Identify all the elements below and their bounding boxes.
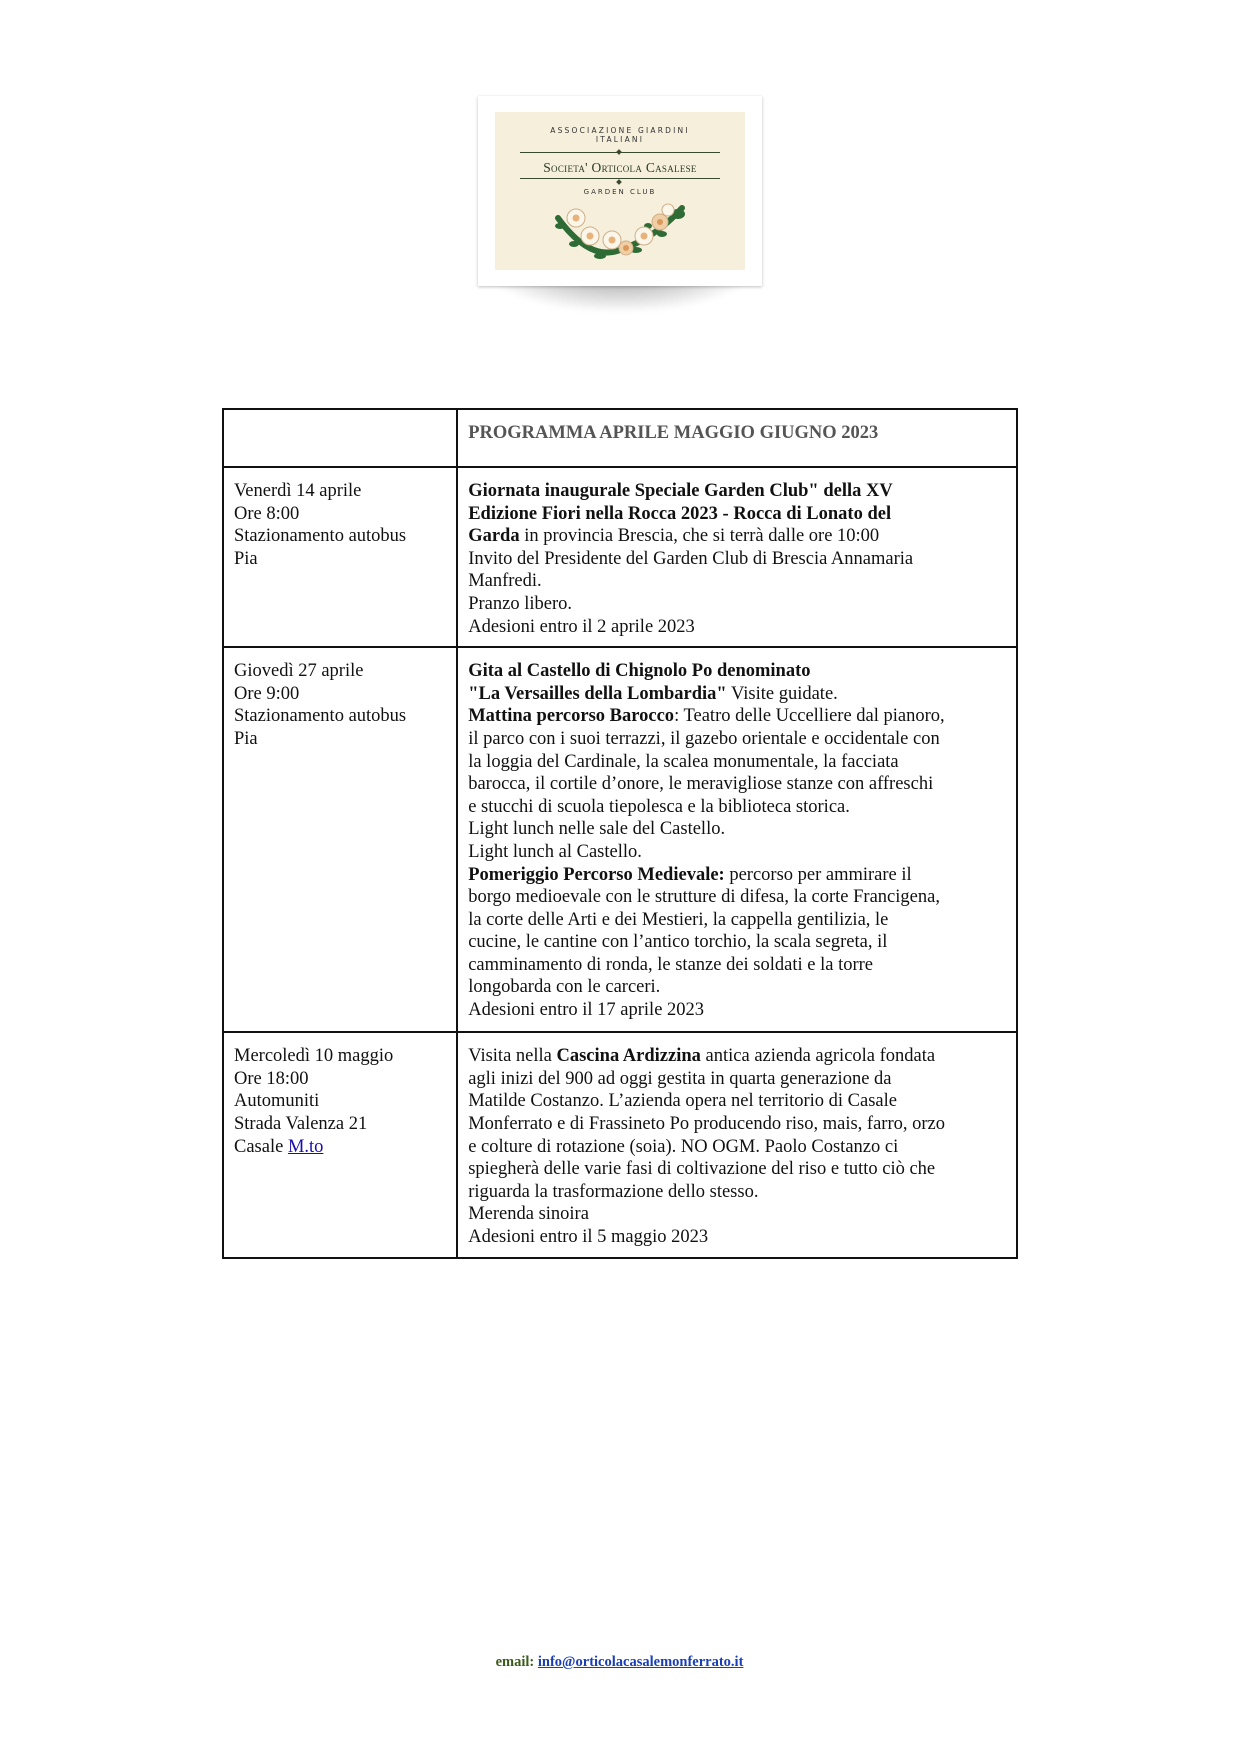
event-title: Edizione Fiori nella Rocca 2023 - Rocca di Lonato del bbox=[468, 503, 892, 524]
event-section-title: Mattina percorso Barocco bbox=[468, 706, 675, 727]
event-section-title: Pomeriggio Percorso Medievale: bbox=[468, 864, 725, 885]
event-text: Manfredi. bbox=[468, 571, 542, 592]
event-text: la corte delle Arti e dei Mestieri, la cappella gentilizia, le bbox=[468, 909, 889, 930]
footer-contact bbox=[0, 1654, 1239, 1671]
event-deadline: Adesioni entro il 17 aprile 2023 bbox=[468, 1000, 705, 1021]
event-details-cell bbox=[457, 647, 1017, 1032]
header-left-cell bbox=[223, 409, 457, 467]
event-text: Visite guidate. bbox=[726, 683, 838, 704]
event-text: Light lunch nelle sale del Castello. bbox=[468, 819, 726, 840]
event-text: e colture di rotazione (soia). NO OGM. Paolo Costanzo ci bbox=[468, 1136, 899, 1157]
event-text: Invito del Presidente del Garden Club di Brescia Annamaria bbox=[468, 548, 914, 569]
event-text: percorso per ammirare il bbox=[724, 864, 912, 885]
logo-line-2: ITALIANI bbox=[595, 135, 645, 144]
event-text: longobarda con le carceri. bbox=[468, 977, 661, 998]
flower-garland-icon bbox=[550, 200, 690, 262]
event-subtitle: "La Versailles della Lombardia" bbox=[468, 683, 727, 704]
event-deadline: Adesioni entro il 2 aprile 2023 bbox=[468, 616, 695, 637]
event-date: Giovedì 27 aprile bbox=[234, 661, 364, 682]
logo-card bbox=[495, 112, 745, 270]
event-meeting-place: Pia bbox=[234, 548, 258, 569]
event-text: Matilde Costanzo. L’azienda opera nel territorio di Casale bbox=[468, 1091, 897, 1112]
event-title: Garda bbox=[468, 526, 520, 547]
city-link[interactable]: M.to bbox=[287, 1136, 324, 1157]
event-text: in provincia Brescia, che si terrà dalle ore 10:00 bbox=[519, 526, 880, 547]
event-title: Gita al Castello di Chignolo Po denominato bbox=[468, 661, 811, 682]
event-text: Pranzo libero. bbox=[468, 593, 572, 614]
header-title-cell bbox=[457, 409, 1017, 467]
event-date: Venerdì 14 aprile bbox=[234, 481, 362, 501]
event-text: la loggia del Cardinale, la scalea monumentale, la facciata bbox=[468, 751, 899, 772]
event-details-cell bbox=[457, 467, 1017, 647]
event-title: Giornata inaugurale Speciale Garden Club" della XV bbox=[468, 481, 893, 501]
event-text: Light lunch al Castello. bbox=[468, 841, 642, 862]
table-row bbox=[223, 467, 1017, 647]
event-city: Casale bbox=[234, 1136, 288, 1157]
event-details-cell bbox=[457, 1032, 1017, 1257]
event-date: Mercoledì 10 maggio bbox=[234, 1046, 394, 1067]
event-transport: Automuniti bbox=[234, 1091, 320, 1112]
logo-garden-club: GARDEN CLUB bbox=[583, 188, 657, 196]
event-time: Ore 8:00 bbox=[234, 503, 300, 524]
event-time: Ore 18:00 bbox=[234, 1068, 309, 1089]
event-meeting-point: Stazionamento autobus bbox=[234, 526, 407, 547]
event-time: Ore 9:00 bbox=[234, 683, 300, 704]
table-row bbox=[223, 1032, 1017, 1257]
event-text: camminamento di ronda, le stanze dei soldati e la torre bbox=[468, 954, 873, 975]
event-when-cell bbox=[223, 1032, 457, 1257]
table-row bbox=[223, 647, 1017, 1032]
logo-association-text bbox=[495, 126, 745, 144]
table-header-row bbox=[223, 409, 1017, 467]
logo-frame bbox=[478, 96, 762, 286]
email-link[interactable]: info@orticolacasalemonferrato.it bbox=[537, 1654, 744, 1670]
event-meeting-point: Stazionamento autobus bbox=[234, 706, 407, 727]
event-text: borgo medioevale con le strutture di difesa, la corte Francigena, bbox=[468, 887, 940, 908]
event-text: agli inizi del 900 ad oggi gestita in quarta generazione da bbox=[468, 1068, 892, 1089]
event-text: Merenda sinoira bbox=[468, 1204, 589, 1225]
event-text: riguarda la trasformazione dello stesso. bbox=[468, 1181, 759, 1202]
logo bbox=[472, 92, 768, 322]
event-text: e stucchi di scuola tiepolesca e la biblioteca storica. bbox=[468, 796, 850, 817]
event-address: Strada Valenza 21 bbox=[234, 1113, 368, 1134]
logo-line-1: ASSOCIAZIONE GIARDINI bbox=[550, 126, 690, 135]
event-meeting-place: Pia bbox=[234, 728, 258, 749]
logo-diamond-bottom bbox=[616, 179, 622, 185]
event-when-cell bbox=[223, 647, 457, 1032]
event-text: : Teatro delle Uccelliere dal pianoro, bbox=[674, 706, 945, 727]
event-text: spiegherà delle varie fasi di coltivazione del riso e tutto ciò che bbox=[468, 1159, 936, 1180]
event-deadline: Adesioni entro il 5 maggio 2023 bbox=[468, 1226, 709, 1247]
program-table bbox=[222, 408, 1018, 1259]
event-title: Cascina Ardizzina bbox=[556, 1046, 701, 1067]
logo-diamond-top bbox=[616, 149, 622, 155]
event-text: Monferrato e di Frassineto Po producendo riso, mais, farro, orzo bbox=[468, 1113, 945, 1134]
event-text: cucine, le cantine con l’antico torchio, la scala segreta, il bbox=[468, 932, 888, 953]
event-text: antica azienda agricola fondata bbox=[700, 1046, 936, 1067]
logo-rule-bottom bbox=[520, 178, 720, 179]
event-when-cell bbox=[223, 467, 457, 647]
event-text: il parco con i suoi terrazzi, il gazebo orientale e occidentale con bbox=[468, 728, 940, 749]
program-title: PROGRAMMA APRILE MAGGIO GIUGNO 2023 bbox=[468, 423, 879, 443]
event-text: barocca, il cortile d’onore, le meravigliose stanze con affreschi bbox=[468, 774, 934, 795]
logo-society-name: Societa' Orticola Casalese bbox=[543, 160, 697, 175]
event-text: Visita nella bbox=[468, 1046, 557, 1067]
email-label: email: bbox=[495, 1654, 538, 1670]
